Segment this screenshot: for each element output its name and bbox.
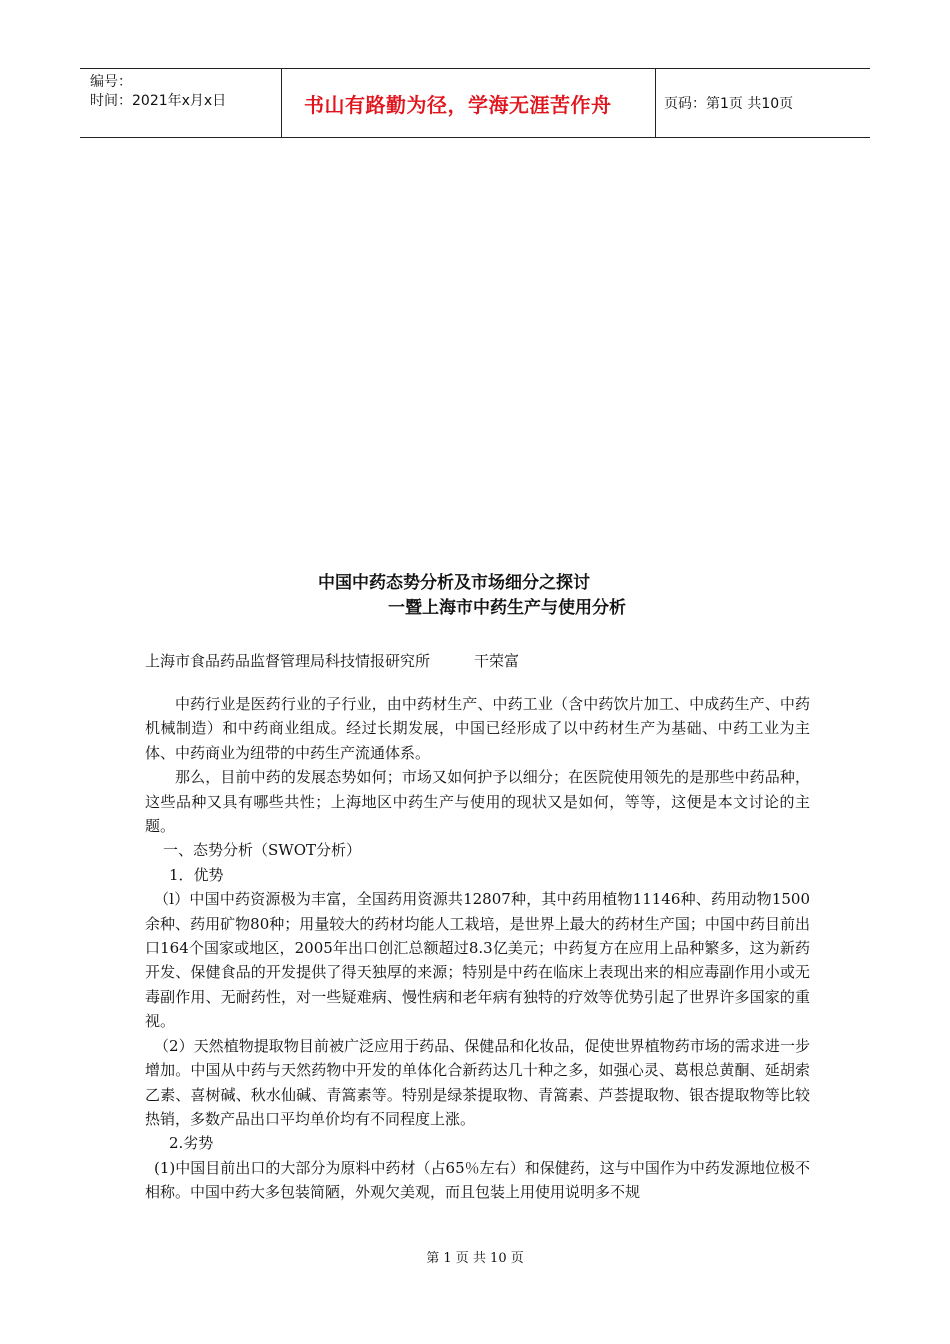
header-meta: [80, 69, 282, 137]
author-name: 干荣富: [474, 652, 520, 670]
paragraph-strength-2: （2）天然植物提取物目前被广泛应用于药品、保健品和化妆品，促使世界植物药市场的需求进一步增加。中国从中药与天然药物中开发的单体化合新药达几十种之多，如强心灵、葛根总黄酮、延胡索乙素、喜树碱、秋水仙碱、青篙素等。特别是绿茶提取物、青篙素、芦荟提取物、银杏提取物等比较热销，多数产品出口平均单价均有不同程度上涨。: [145, 1036, 810, 1128]
header-motto: 书山有路勤为径，学海无涯苦作舟: [282, 69, 656, 137]
document-header: [80, 68, 870, 138]
title-line-1: 中国中药态势分析及市场细分之探讨: [318, 573, 590, 593]
byline: [145, 650, 519, 671]
paragraph-strength-1: （l）中国中药资源极为丰富，全国药用资源共12807种，其中药用植物11146种、药用动物1500余种、药用矿物80种；用量较大的药材均能人工栽培，是世界上最大的药材生产国；中国中药目前出口164个国家或地区，2005年出口创汇总额超过8.3亿美元；中药复方在应用上品种繁多，这为新药开发、保健食品的开发提供了得天独厚的来源；特别是中药在临床上表现出来的相应毒副作用小或无毒副作用、无耐药性，对一些疑难病、慢性病和老年病有独特的疗效等优势引起了世界许多国家的重视。: [145, 890, 810, 1031]
paragraph-intro: 中药行业是医药行业的子行业，由中药材生产、中药工业（含中药饮片加工、中成药生产、中药机械制造）和中药商业组成。经过长期发展，中国已经形成了以中药材生产为基础、中药工业为主体、中药商业为纽带的中药生产流通体系。: [145, 695, 810, 762]
subsection-heading-strengths: 1．优势: [169, 865, 224, 884]
page-footer: 第 1 页 共 10 页: [426, 1251, 524, 1266]
header-page-info: 页码：第1页 共10页: [664, 96, 794, 112]
number-label: 编号：: [90, 74, 132, 90]
article-body: [145, 692, 810, 1205]
paragraph-topic: 那么，目前中药的发展态势如何；市场又如何护予以细分；在医院使用领先的是那些中药品种，这些品种又具有哪些共性；上海地区中药生产与使用的现状又是如何，等等，这便是本文讨论的主题。: [145, 768, 810, 836]
date-line: 时间：2021年x月x日: [90, 93, 227, 109]
subsection-heading-weaknesses: 2.劣势: [169, 1134, 214, 1153]
institution: 上海市食品药品监督管理局科技情报研究所: [145, 652, 431, 670]
paragraph-weakness-1: (1)中国目前出口的大部分为原料中药材（占65％左右）和保健药，这与中国作为中药发源地位极不相称。中国中药大多包装简陋，外观欠美观，而且包装上用使用说明多不规: [145, 1158, 810, 1202]
section-heading: 一、态势分析（SWOT分析）: [163, 841, 361, 860]
title-line-2: 一暨上海市中药生产与使用分析: [388, 598, 626, 618]
